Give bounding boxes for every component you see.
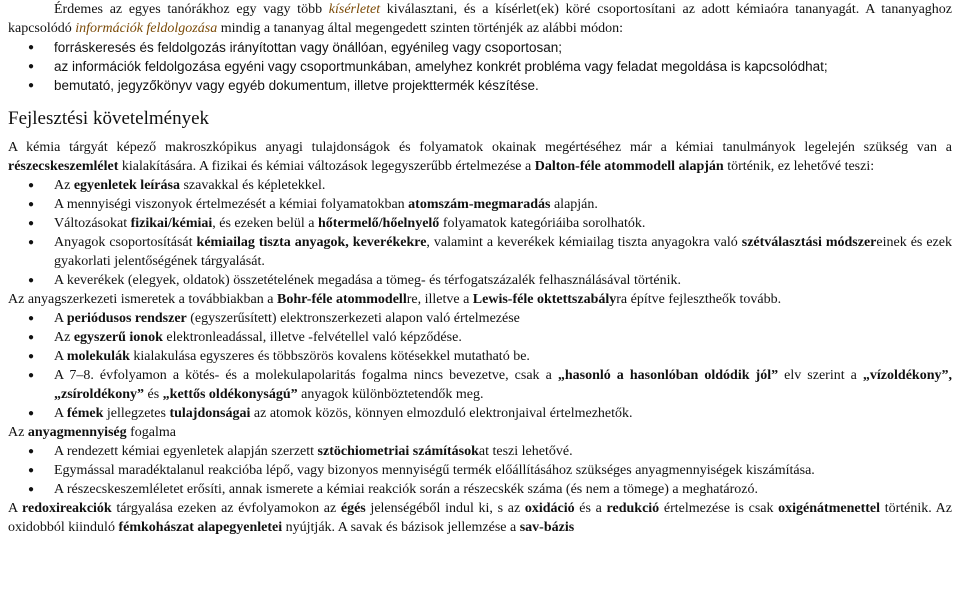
paragraph-amount: Az anyagmennyiség fogalma <box>8 425 176 440</box>
amount-list <box>8 442 952 499</box>
list-item: ● bemutató, jegyzőkönyv vagy egyéb dokumentum, illetve projekttermék készítése. <box>8 76 952 95</box>
dalton-list <box>8 176 952 290</box>
paragraph-redox: A redoxireakciók tárgyalása ezeken az évfolyamokon az égés jelenségéből indul ki, s az oxidáció és a redukció értelmezése is csak oxigénátmenettel történik. Az oxidobból kiinduló fémkohászat alapegyenletei nyújtják. A savak és bázisok jellemzése a sav-bázis <box>8 501 952 535</box>
list-item: ● A részecskeszemléletet erősíti, annak ismerete a kémiai reakciók során a részecskék száma (és nem a tömege) a meghatározó. <box>8 480 952 499</box>
paragraph-structure: Az anyagszerkezeti ismeretek a továbbiakban a Bohr-féle atommodellre, illetve a Lewis-féle oktettszabályra építve fejlesztheők tovább. <box>8 292 782 307</box>
list-item: ● A mennyiségi viszonyok értelmezését a kémiai folyamatokban atomszám-megmaradás alapján. <box>8 195 952 214</box>
list-item: ● Az egyenletek leírása szavakkal és képletekkel. <box>8 176 952 195</box>
list-item: ● forráskeresés és feldolgozás irányítottan vagy önállóan, egyénileg vagy csoportosan; <box>8 38 952 57</box>
list-item: ● A keverékek (elegyek, oldatok) összetételének megadása a tömeg- és térfogatszázalék felhasználásával történik. <box>8 271 952 290</box>
list-item: ● az információk feldolgozása egyéni vagy csoportmunkában, amelyhez konkrét probléma vagy feladat megoldása is kapcsolódhat; <box>8 57 952 76</box>
method-list <box>8 38 952 95</box>
list-item: ● Egymással maradéktalanul reakcióba lépő, vagy bizonyos mennyiségű termék előállításához szükséges anyagmennyiségek kiszámítása. <box>8 461 952 480</box>
list-item: ● Változásokat fizikai/kémiai, és ezeken belül a hőtermelő/hőelnyelő folyamatok kategóriáiba sorolhatók. <box>8 214 952 233</box>
section-title: Fejlesztési követelmények <box>8 108 210 129</box>
bohr-list <box>8 309 952 423</box>
list-item: ● A rendezett kémiai egyenletek alapján szerzett sztöchiometriai számításokat teszi lehetővé. <box>8 442 952 461</box>
intro-paragraph: Érdemes az egyes tanórákhoz egy vagy több kísérletet kiválasztani, és a kísérlet(ek) köré csoportosítani az adott kémiaóra tananyagát. A tananyaghoz kapcsolódó információk feldolgozása mindig a tananyag által megengedett szinten történjék az alábbi módon: <box>8 2 952 36</box>
list-item: ● A 7–8. évfolyamon a kötés- és a molekulapolaritás fogalma nincs bevezetve, csak a „hasonló a hasonlóban oldódik jól” elv szerint a „vízoldékony”, „zsíroldékony” és „kettős oldékonyságú” anyagok különböztetendők meg. <box>8 366 952 404</box>
emphasis-experiment: kísérletet <box>328 2 381 17</box>
list-item: ● A fémek jellegzetes tulajdonságai az atomok közös, könnyen elmozduló elektronjaival értelmezhetők. <box>8 404 952 423</box>
list-item: ● Az egyszerű ionok elektronleadással, illetve -felvétellel való képződése. <box>8 328 952 347</box>
list-item: ● Anyagok csoportosítását kémiailag tiszta anyagok, keverékekre, valamint a keverékek kémiailag tiszta anyagokra való szétválasztási módszereinek és ezek gyakorlati jelentőségének tárgyalását. <box>8 233 952 271</box>
list-item: ● A molekulák kialakulása egyszeres és többszörös kovalens kötésekkel mutatható be. <box>8 347 952 366</box>
list-item: ● A periódusos rendszer (egyszerűsített) elektronszerkezeti alapon való értelmezése <box>8 309 952 328</box>
emphasis-information: információk feldolgozása <box>75 21 218 36</box>
paragraph-particle-view: A kémia tárgyát képező makroszkópikus anyagi tulajdonságok és folyamatok okainak megértéséhez már a kémiai tanulmányok legelején szükség van a részecskeszemlélet kialakítására. A fizikai és kémiai változások legegyszerűbb értelmezése a Dalton-féle atommodell alapján történik, ez lehetővé teszi: <box>8 140 952 174</box>
